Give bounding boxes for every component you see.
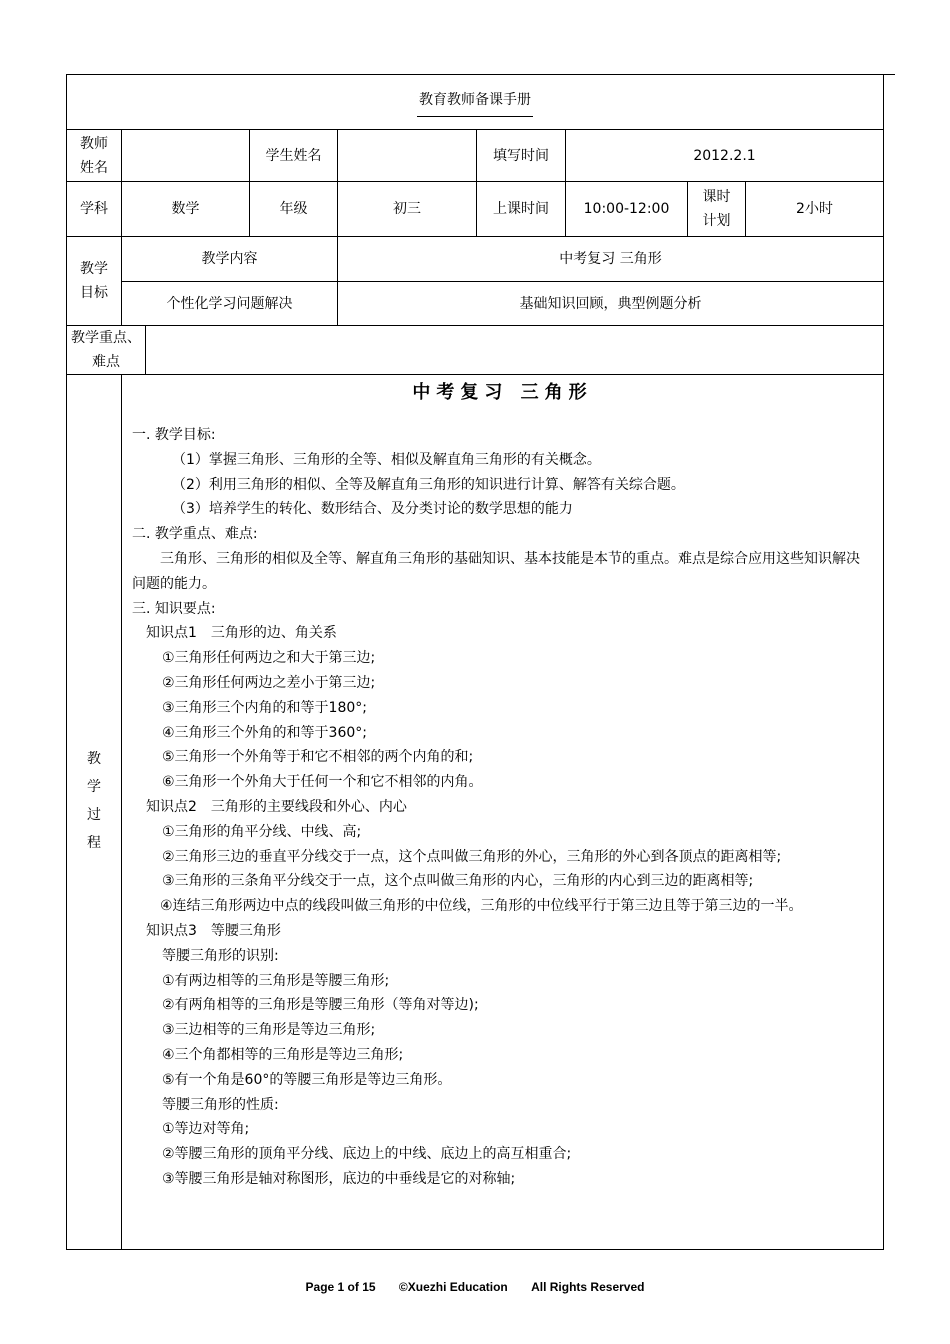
plan-label: 课时计划 — [688, 182, 746, 237]
subject-value: 数学 — [122, 182, 250, 237]
process-line: ①三角形任何两边之和大于第三边; — [162, 650, 376, 667]
content-label: 教学内容 — [122, 237, 338, 282]
content-value: 中考复习 三角形 — [338, 237, 884, 282]
fill-time-label: 填写时间 — [477, 130, 566, 182]
process-line: 知识点3 等腰三角形 — [146, 922, 281, 939]
grade-label: 年级 — [250, 182, 338, 237]
process-title: 中考复习 三角形 — [412, 382, 593, 403]
process-line: 二. 教学重点、难点: — [132, 526, 258, 543]
process-line: ①有两边相等的三角形是等腰三角形; — [162, 972, 390, 989]
teacher-name-label: 教师姓名 — [67, 130, 122, 182]
process-line: ①三角形的角平分线、中线、高; — [162, 823, 362, 840]
personal-value: 基础知识回顾，典型例题分析 — [338, 282, 884, 326]
process-line: 等腰三角形的性质: — [162, 1096, 279, 1113]
process-line: 三角形、三角形的相似及全等、解直角三角形的基础知识、基本技能是本节的重点。难点是综合应用这些知识解决问题的能力。 — [132, 550, 860, 592]
process-line: ①等边对等角; — [162, 1121, 250, 1138]
plan-value: 2小时 — [746, 182, 884, 237]
goal-label: 教学目标 — [67, 237, 122, 326]
process-line: 一. 教学目标: — [132, 427, 216, 443]
process-line: （3）培养学生的转化、数形结合、及分类讨论的数学思想的能力 — [172, 501, 573, 518]
process-line: ②三角形任何两边之差小于第三边; — [162, 674, 376, 691]
grade-value: 初三 — [338, 182, 477, 237]
class-time-value: 10:00-12:00 — [566, 182, 688, 237]
process-line: ②有两角相等的三角形是等腰三角形（等角对等边); — [162, 997, 479, 1014]
class-time-label: 上课时间 — [477, 182, 566, 237]
process-line: ④连结三角形两边中点的线段叫做三角形的中位线，三角形的中位线平行于第三边且等于第三边的一半。 — [132, 898, 803, 915]
process-line: ③三角形三个内角的和等于180°; — [162, 699, 367, 716]
personal-label: 个性化学习问题解决 — [122, 282, 338, 326]
process-line: 知识点2 三角形的主要线段和外心、内心 — [146, 798, 407, 815]
student-name-label: 学生姓名 — [250, 130, 338, 182]
process-line: ④三角形三个外角的和等于360°; — [162, 724, 367, 741]
key-points-label: 教学重点、难点 — [67, 326, 146, 375]
process-line: ⑥三角形一个外角大于任何一个和它不相邻的内角。 — [162, 774, 483, 791]
copyright: ©Xuezhi Education — [398, 1280, 508, 1294]
fill-time-value: 2012.2.1 — [566, 130, 884, 182]
process-line: ③三边相等的三角形是等边三角形; — [162, 1022, 376, 1039]
process-lines — [132, 423, 873, 1192]
process-line: （2）利用三角形的相似、全等及解直角三角形的知识进行计算、解答有关综合题。 — [172, 476, 685, 493]
key-points-value — [146, 326, 884, 375]
page-number: Page 1 of 15 — [305, 1280, 376, 1294]
process-line: （1）掌握三角形、三角形的全等、相似及解直角三角形的有关概念。 — [172, 451, 601, 468]
page-footer — [0, 1280, 950, 1294]
process-line: 知识点1 三角形的边、角关系 — [146, 625, 337, 642]
process-line: 三. 知识要点: — [132, 600, 216, 617]
lesson-plan-sheet — [66, 74, 883, 1250]
process-line: ③等腰三角形是轴对称图形，底边的中垂线是它的对称轴; — [162, 1170, 516, 1187]
teacher-name-value — [122, 130, 250, 182]
process-line: ⑤有一个角是60°的等腰三角形是等边三角形。 — [162, 1071, 452, 1088]
process-line: ②等腰三角形的顶角平分线、底边上的中线、底边上的高互相重合; — [162, 1146, 572, 1163]
process-line: ⑤三角形一个外角等于和它不相邻的两个内角的和; — [162, 749, 474, 766]
process-line: 等腰三角形的识别: — [162, 947, 279, 964]
process-line: ②三角形三边的垂直平分线交于一点，这个点叫做三角形的外心，三角形的外心到各顶点的距离相等; — [162, 848, 782, 865]
process-line: ④三个角都相等的三角形是等边三角形; — [162, 1046, 404, 1063]
lesson-plan-table — [66, 74, 884, 1250]
process-content — [122, 375, 884, 1250]
process-label: 教学过程 — [67, 375, 122, 1250]
process-line: ③三角形的三条角平分线交于一点，这个点叫做三角形的内心，三角形的内心到三边的距离相等; — [162, 873, 754, 890]
rights: All Rights Reserved — [531, 1280, 645, 1294]
subject-label: 学科 — [67, 182, 122, 237]
top-rule-extension — [883, 74, 895, 75]
student-name-value — [338, 130, 477, 182]
document-title: 教育教师备课手册 — [67, 75, 884, 130]
